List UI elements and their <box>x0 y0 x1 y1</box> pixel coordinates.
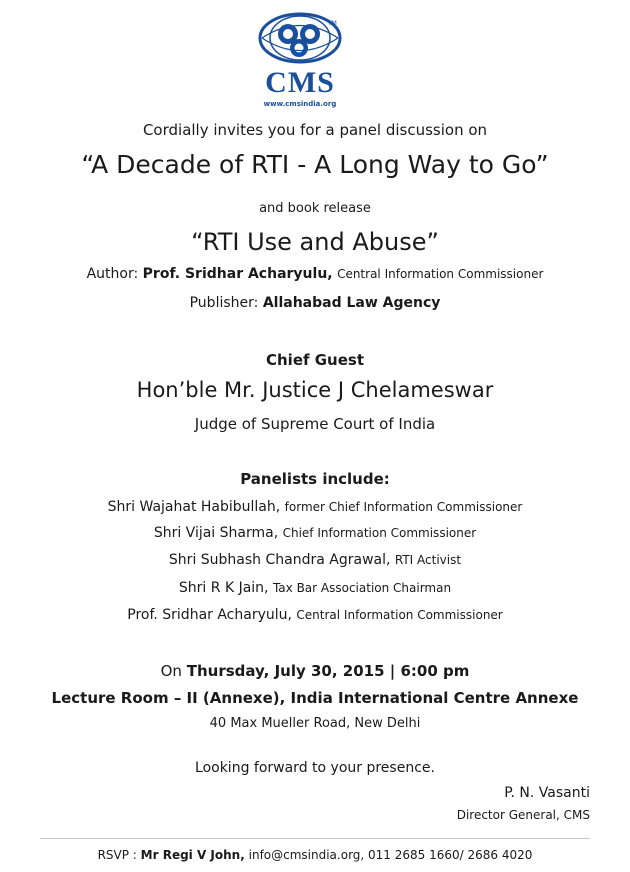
event-venue: Lecture Room – II (Annexe), India International Centre Annexe <box>51 689 579 707</box>
signatory-title: Director General, CMS <box>456 808 590 822</box>
rsvp-line <box>0 848 630 862</box>
rsvp-label: RSVP : <box>97 848 137 862</box>
panelist-name: Shri Subhash Chandra Agrawal, <box>168 552 391 568</box>
logo-url: www.cmsindia.org <box>263 100 337 108</box>
publisher-name: Allahabad Law Agency <box>262 295 441 311</box>
discussion-title: “A Decade of RTI - A Long Way to Go” <box>81 150 549 179</box>
chief-guest-name: Hon’ble Mr. Justice J Chelameswar <box>136 378 494 402</box>
panelist-name: Shri R K Jain, <box>178 580 269 596</box>
trademark-mark: TM <box>328 20 337 27</box>
panelist-role: RTI Activist <box>394 553 462 567</box>
signatory-name: P. N. Vasanti <box>504 785 590 801</box>
publisher-label: Publisher: <box>189 295 259 311</box>
author-label: Author: <box>86 266 139 282</box>
author-line <box>0 266 630 282</box>
author-role: Central Information Commissioner <box>337 267 544 281</box>
panelist-item <box>0 607 630 623</box>
panelist-item <box>0 580 630 596</box>
cms-logo <box>252 8 348 114</box>
chief-guest-heading: Chief Guest <box>265 351 364 369</box>
panelist-item <box>0 552 630 568</box>
chief-guest-role: Judge of Supreme Court of India <box>194 415 436 433</box>
panelist-name: Prof. Sridhar Acharyulu, <box>127 607 292 623</box>
event-address: 40 Max Mueller Road, New Delhi <box>209 716 421 731</box>
book-title: “RTI Use and Abuse” <box>191 228 439 256</box>
footer-divider <box>40 838 590 839</box>
author-name: Prof. Sridhar Acharyulu, <box>142 266 333 282</box>
panelist-item <box>0 499 630 515</box>
globe-logo-icon <box>252 8 348 66</box>
publisher-line <box>0 295 630 311</box>
panelist-role: former Chief Information Commissioner <box>284 500 523 514</box>
panelist-name: Shri Vijai Sharma, <box>153 525 279 541</box>
rsvp-details: info@cmsindia.org, 011 2685 1660/ 2686 4020 <box>248 848 533 862</box>
panelists-heading: Panelists include: <box>240 470 390 488</box>
panelist-role: Tax Bar Association Chairman <box>272 581 452 595</box>
panelist-item <box>0 525 630 541</box>
intro-text: Cordially invites you for a panel discussion on <box>142 121 488 139</box>
logo-brand-text: CMS <box>265 66 335 99</box>
panelist-role: Central Information Commissioner <box>296 608 503 622</box>
event-on-label: On <box>160 662 182 680</box>
closing-text: Looking forward to your presence. <box>195 760 435 776</box>
panelist-name: Shri Wajahat Habibullah, <box>107 499 281 515</box>
rsvp-contact: Mr Regi V John, <box>140 848 245 862</box>
event-datetime-value: Thursday, July 30, 2015 | 6:00 pm <box>186 662 470 680</box>
event-datetime <box>0 662 630 680</box>
book-intro-text: and book release <box>259 201 371 216</box>
panelist-role: Chief Information Commissioner <box>282 526 477 540</box>
